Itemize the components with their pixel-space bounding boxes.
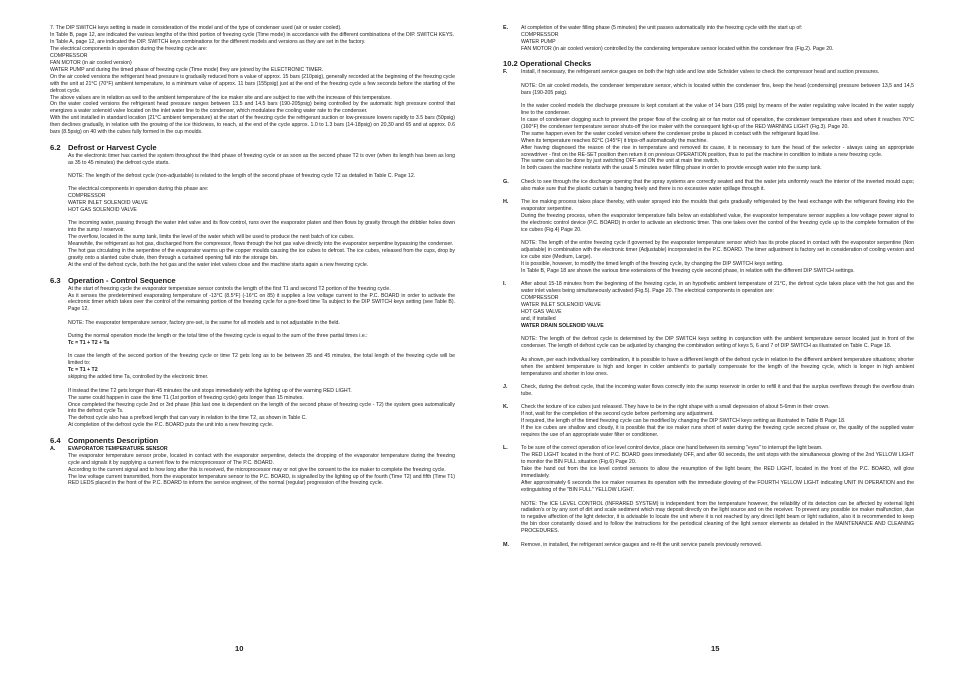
section-number: 6.4 <box>50 435 61 445</box>
item-f <box>503 69 914 172</box>
section-title: Operation - Control Sequence <box>68 275 176 285</box>
s62-comp-0: The electrical components in operation during this phase are: <box>68 186 209 193</box>
section-10-2-heading: 10.2 Operational Checks <box>503 59 592 69</box>
item-k-p0: Check the texture of ice cubes just released. They have to be in the right shape with a small depression of about 5-6mm in their crown. <box>521 404 830 411</box>
s62-note: NOTE: The length of the defrost cycle (non-adjustable) is related to the length of the second phase of freezing cycle T2 as detailed in Table C. Page 12. <box>68 172 416 179</box>
item-l-p1: The RED LIGHT located in the front of P.C. BOARD goes immediately OFF, and after 60 seconds, the unit stops with the simultaneous glowing of the 2nd YELLOW LIGHT to monitor the BIN FULL situation (Fig.6) Page 20. <box>521 452 914 466</box>
s63-p1-1: As it senses the predetermined evaporating temperature of -13°C (8.5°F) (-16°C on 85) it supplies a low voltage current to the P.C. BOARD in order to activate the electronic timer which takes over the control of the remaining portion of the freezing cycle for a pre-fixed time Ta subject to the DIP SWITCH keys setting (see Table B). Page 12. <box>68 292 455 313</box>
item-i-p1-0: After about 15-18 minutes from the beginning of the freezing cycle, in an hypothetic ambient temperature of 21°C, the defrost cycle takes place with the hot gas and the water inlet valves being simultaneously activated (Fig.5). Page 20. The electrical components in operation are: <box>521 281 914 295</box>
s63-note: NOTE: The evaporator temperature sensor, factory pre-set, is the same for all models and is not adjustable in the field. <box>68 319 340 326</box>
item-k-p3: If the ice cubes are shallow and cloudy, it is possible that the ice maker runs short of water during the freezing cycle second phase or, the quality of the supplied water requires the use of an appropriate water filter or conditioner. <box>521 425 914 439</box>
item-a-p2: The low voltage current transmitted, from the evaporator temperature sensor to the P.C. BOARD, is signalled by the lighting up of the fourth (Time T2) and fifth (Time T1) RED LEDS placed in the front of the P.C. BOARD to inform the service engineer, of the normal (regular) progression of the freezing cycle. <box>68 473 455 487</box>
item-e-p0: At completion of the water filling phase (5 minutes) the unit passes automatically into the freezing cycle with the start up of: <box>521 25 803 31</box>
item-label: M. <box>503 541 509 548</box>
item-j-p: Check, during the defrost cycle, that the incoming water flows correctly into the sump reservoir in order to refill it and that the surplus overflows through the overflow drain tube. <box>521 383 914 397</box>
item-m <box>503 542 914 549</box>
page-number-left: 10 <box>235 644 244 653</box>
item-e-p1: COMPRESSOR <box>521 31 559 38</box>
s63-p4-1: The same could happen in case the time T1 (1st portion of freezing cycle) gets longer than 15 minutes. <box>68 394 304 401</box>
page-number-right: 15 <box>711 644 720 653</box>
item-a-p1: According to the current signal and to how long after this is received, the microprocessor may or not give the consent to the ice maker to complete the freezing cycle. <box>68 466 446 473</box>
s63-p3: In case the length of the second portion of the freezing cycle or time T2 gets long as to be between 35 and 45 minutes, the total length of the freezing cycle will be limited to: <box>68 353 455 367</box>
item-l-p2: Take the hand out from the ice level control sensors to allow the resumption of the light beam; the RED LIGHT, located in the front of the P.C. BOARD, will glow immediately. <box>521 466 914 480</box>
intro-p8: The above values are in relation as well to the ambient temperature of the ice maker site and are subject to rise with the increase of this temperature. <box>50 94 392 101</box>
item-f-p2-4: After having diagnosed the reason of the rise in temperature and removed its cause, it is necessary to turn the head of the selector - always using an appropriate screwdriver - first on the RE-SET position then return it on previous OPERATION position, thus to put the machine in condition to initiate a new freezing cycle. <box>521 144 914 158</box>
s62-p2-4: At the end of the defrost cycle, both the hot gas and the water inlet valves close and the machine starts again a new freezing cycle. <box>68 262 369 269</box>
s63-p3b: skipping the added time Ta, controlled by the electronic timer. <box>68 374 209 381</box>
item-k <box>503 404 914 439</box>
item-f-p2-3: When its temperature reaches 82°C (145°F) it trips-off automatically the machine. <box>521 137 708 144</box>
intro-p0: 7. The DIP SWITCH keys setting is made in consideration of the model and of the type of condenser used (air or water cooled). <box>50 25 342 31</box>
section-6-4-heading <box>50 436 455 445</box>
s62-p1: As the electronic timer has carried the system throughout the third phase of freezing cycle or as soon as the second phase T2 is over (when its length has been as long as 35 to 45 minutes) the defrost cycle starts. <box>68 152 455 166</box>
item-l-p3: After approximately 6 seconds the ice maker resumes its operation with the immediate glowing of the FOURTH YELLOW LIGHT indicating UNIT IN OPERATION and the extinguishing of the "BIN FULL" YELLOW LIGHT. <box>521 480 914 494</box>
item-e <box>503 25 914 53</box>
intro-p6: WATER PUMP and during the timed phase of freezing cycle (Time mode) they are joined by the ELECTRONIC TIMER. <box>50 66 324 73</box>
item-h-p1-0: The ice making process takes place thereby, with water sprayed into the moulds that gets gradually refrigerated by the heat exchange with the refrigerant flowing into the evaporator serpentine. <box>521 199 914 213</box>
item-f-p1: Install, if necessary, the refrigerant service gauges on both the high side and low side Schräder valves to check the compressor head and suction pressures. <box>521 69 880 76</box>
s63-p4-4: At completion of the defrost cycle the P.C. BOARD puts the unit into a new freezing cycle. <box>68 422 274 429</box>
item-label: H. <box>503 199 509 206</box>
item-a-p0: The evaporator temperature sensor probe, located in contact with the evaporator serpentine, detects the dropping of the evaporator temperature during the freezing cycle and signals it by supplying a current flow to the microprocessor of The P.C. BOARD. <box>68 452 455 466</box>
item-i-p2: As shown, per each individual key combination, it is possible to have a different length of the defrost cycle in relation to the different ambient temperature situations; shorter when the ambient temperature is high and longer in colder ambient's to partially compensate for the length of the freezing cycle, which is longer in high ambient temperatures and shorter in low ones. <box>521 356 914 377</box>
s62-comp-2: WATER INLET SOLENOID VALVE <box>68 200 148 207</box>
item-i-p1-2: WATER INLET SOLENOID VALVE <box>521 302 601 309</box>
item-label: L. <box>503 445 508 452</box>
item-label: I. <box>503 281 506 288</box>
s62-p2-1: The overflow, located in the sump tank, limits the level of the water which will be used to produce the next batch of ice cubes. <box>68 234 355 241</box>
item-f-note: NOTE: On air cooled models, the condenser temperature sensor, which is located within the condenser fins, keep the head (condensing) pressure between 13,5 and 14,5 bars (190-205 psig). <box>521 82 914 96</box>
item-f-p2-2: The same happen even for the water cooled version where the condenser probe is placed in contact with the refrigerant liquid line. <box>521 130 820 137</box>
item-f-p2-6: In both cases the machine restarts with the usual 5 minutes water filling phase in order to provide enough water into the sump tank. <box>521 165 822 172</box>
intro-p1: In Table B, page 12, are indicated the various lengths of the third portion of freezing cycle (Time mode) in accordance with the different combinations of the DIP. SWITCH KEYS. <box>50 31 455 38</box>
s63-p2: During the normal operation mode the length or the total time of the freezing cycle is equal to the sum of the three partial times i.e.: <box>68 333 368 340</box>
section-6-3-heading <box>50 276 455 285</box>
item-f-p2-0: In the water cooled models the discharge pressure is kept constant at the value of 14 bars (195 psig) by means of the water regulating valve located in the water supply line to the condenser. <box>521 102 914 116</box>
item-e-p3: FAN MOTOR (in air cooled version) controlled by the condensing temperature sensor located within the condenser fins (Fig.2). Page 20. <box>521 45 834 52</box>
item-l-p0: To be sure of the correct operation of ice level control device, place one hand between its sensing "eyes" to interrupt the light beam. <box>521 445 823 452</box>
intro-p3: The electrical components in operation during the freezing cycle are: <box>50 45 208 52</box>
item-i-p1-1: COMPRESSOR <box>521 295 559 302</box>
section-title: Defrost or Harvest Cycle <box>68 142 157 152</box>
item-g-p: Check to see through the ice discharge opening that the spray systems are correctly seated and that the water jets uniformly reach the interior of the inverted mould cups; also make sure that the plastic curtain is hanging freely and there is no excessive water spillage through it. <box>521 178 914 192</box>
item-m-p: Remove, in installed, the refrigerant service gauges and re-fit the unit service panels previously removed. <box>521 541 763 548</box>
s63-p1-0: At the start of freezing cycle the evaporator temperature sensor controls the length of the first T1 and second T2 portion of the freezing cycle. <box>68 285 391 292</box>
item-l-note: NOTE: The ICE LEVEL CONTROL (INFRARED SYSTEM) is independent from the temperature however, the reliability of its detection can be affected by external light radiation's or by any sort of dirt and scale sediment which may deposit directly on the light source and on the receiver. To prevent any possible ice maker malfunction, due to negative affection of the light detector, it is advisable to locate the unit where it is not reached by any direct light beam or light radiation, also it is recommended to keep the bin door constantly closed and to follow the instructions for the periodical cleaning of the light sensor elements as detailed in the MAINTENANCE AND CLEANING PROCEDURES. <box>521 500 914 535</box>
item-k-p2: If required, the length of the timed freezing cycle can be modified by changing the DIP SWITCH keys setting as illustrated in Table B Page 18. <box>521 418 846 425</box>
item-i-p1-3: HOT GAS VALVE <box>521 309 562 316</box>
item-i <box>503 281 914 377</box>
item-l <box>503 445 914 535</box>
s63-p4-0: If instead the time T2 gets longer than 45 minutes the unit stops immediately with the lighting up of the warning RED LIGHT. <box>68 387 352 394</box>
section-6-2-heading <box>50 143 455 152</box>
item-a-title: EVAPORATOR TEMPERATURE SENSOR <box>68 445 168 452</box>
section-number: 6.3 <box>50 275 61 285</box>
item-h-note-2: In Table B, Page 18 are shown the various time extensions of the freezing cycle second phase, in relation with the different DIP SWITCH settings. <box>521 268 855 275</box>
item-i-p1-4: and, if installed <box>521 316 556 323</box>
formula-limited: Tc = T1 + T2 <box>68 367 98 374</box>
s63-p4-3: The defrost cycle also has a prefixed length that can vary in relation to the time T2, as shown in Table C. <box>68 415 307 422</box>
section-number: 6.2 <box>50 142 61 152</box>
s62-p2-3: The hot gas circulating in the serpentine of the evaporator warms up the copper moulds causing the ice cubes to defrost. The ice cubes, released from the cups, drop by gravity onto a slanted cube chute, then through a curtained opening fall into the storage bin. <box>68 248 455 262</box>
right-page <box>477 0 954 675</box>
item-a <box>50 446 455 488</box>
formula-total: Tc = T1 + T2 + Ta <box>68 340 110 347</box>
item-f-p2-5: The same can also be done by just switching OFF and ON the unit at main line switch. <box>521 158 720 165</box>
intro-p5: FAN MOTOR (in air cooled version) <box>50 59 132 66</box>
s62-p2-2: Meanwhile, the refrigerant as hot gas, discharged from the compressor, flows through the hot gas valve directly into the evaporator serpentine bypassing the condenser. <box>68 241 454 248</box>
s62-comp-3: HOT GAS SOLENOID VALVE <box>68 207 137 214</box>
item-k-p1: If not, wait for the completion of the second cycle before performing any adjustment. <box>521 411 714 418</box>
intro-p10: With the unit installed in standard location (21°C ambient temperature) at the start of the freezing cycle the refrigerant suction or low-pressure lowers rapidly to 3.5 bars (50psig) then declines gradually, in relation with the growing of the ice thickness, to reach, at the end of the cycle approx. 1.0 to 1.3 bars (14-18psig) on 20,30 and 65 and at approx. 0.6 bars (8.5psig) on 40 with the cubes fully formed in the cup moulds. <box>50 115 455 136</box>
intro-p7: On the air cooled versions the refrigerant head pressure is gradually reduced from a value of approx. 15 bars (210psig), generally recorded at the beginning of the freezing cycle with the unit at 21°C (70°F) ambient temperature, to a minimum value of approx. 11 bars (155psig) just at the end of the freezing cycle a few seconds before the starting of the defrost cycle. <box>50 73 455 94</box>
item-label: E. <box>503 25 509 31</box>
item-label: K. <box>503 404 509 411</box>
intro-p2: In Table A, page 12, are indicated the DIP. SWITCH keys combinations for the different models and versions as they are set in the factory. <box>50 38 366 45</box>
item-label: G. <box>503 178 509 185</box>
item-label: F. <box>503 69 508 76</box>
item-h-p1-1: During the freezing process, when the evaporator temperature falls below an established value, the evaporator temperature sensor supplies a low voltage power signal to the electronic control device (P.C. BOARD) in order to activate an electronic timer. This one takes over the control of the freezing cycle up to the complete formation of the ice cubes (Fig.4) Page 20. <box>521 212 914 233</box>
item-j <box>503 384 914 398</box>
item-h-note-0: NOTE: The length of the entire freezing cycle if governed by the evaporator temperature sensor which has its probe placed in contact with the evaporator serpentine (Non adjustable) in combination with the electronic timer (Adjustable) incorporated in the P.C. BOARD. The timer adjustment is factory set in consideration of cooling version and ice cube size (Medium, Large). <box>521 240 914 261</box>
item-label: J. <box>503 383 508 390</box>
section-title: Components Description <box>68 435 159 445</box>
s62-comp-1: COMPRESSOR <box>68 193 106 200</box>
s62-p2-0: The incoming water, passing through the water inlet valve and its flow control, runs over the evaporator platen and then flows by gravity through the dribbler holes down into the sump / reservoir. <box>68 220 455 234</box>
intro-p9: On the water cooled versions the refrigerant head pressure ranges between 13.5 and 14.5 bars (190-205psig) being controlled by the automatic high pressure control that energizes a water solenoid valve located on the inlet water line to the condenser, which modulates the cooling water rate to the condenser. <box>50 101 455 115</box>
s63-p4-2: Once completed the freezing cycle 2nd or 3rd phase (this last one is dependent on the length of the second phase of freezing cycle - T2) the system goes automatically into the defrost cycle Ts. <box>68 401 455 415</box>
item-g <box>503 179 914 193</box>
item-i-p1-5: WATER DRAIN SOLENOID VALVE <box>521 323 604 330</box>
item-h-note-1: It is possible, however, to modify the timed length of the freezing cycle, by changing the DIP SWITCH keys setting. <box>521 261 784 268</box>
item-e-p2: WATER PUMP <box>521 38 556 45</box>
intro-p4: COMPRESSOR <box>50 52 88 59</box>
item-i-note: NOTE: The length of the defrost cycle is determined by the DIP SWITCH keys setting in conjunction with the ambient temperature sensor located just in front of the condenser. The length of defrost cycle can be adjusted by changing the combination setting of keys 5, 6 and 7 of DIP SWITCH as illustrated on Table C. Page 18. <box>521 336 914 350</box>
item-label: A. <box>50 445 56 452</box>
item-h <box>503 199 914 275</box>
item-f-p2-1: In case of condenser clogging such to prevent the proper flow of the cooling air or fan motor out of operation, the condenser temperature rises and when it reaches 70°C (160°F) the condenser temperature sensor shuts-off the ice maker with the consequent light-up of the RED WARNING LIGHT (Fig.3). Page 20. <box>521 116 914 130</box>
